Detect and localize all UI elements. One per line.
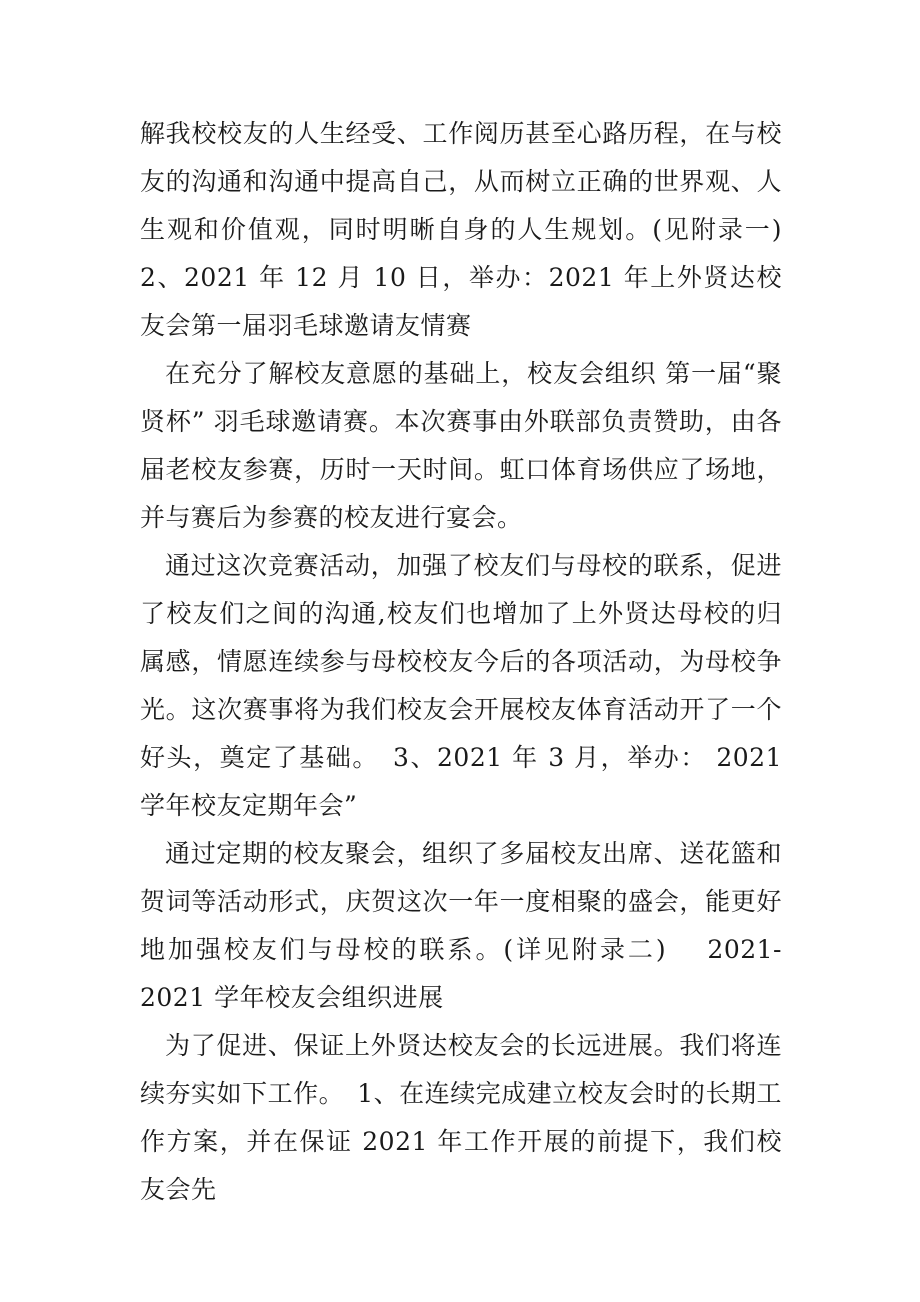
paragraph-5: 为了促进、保证上外贤达校友会的长远进展。我们将连续夯实如下工作。 1、在连续完成建立校友会时的长期工作方案，并在保证 2021 年工作开展的前提下，我们校友会先 [140,1031,782,1204]
paragraph-4: 通过定期的校友聚会，组织了多届校友出席、送花篮和贺词等活动形式，庆贺这次一年一度相聚的盛会，能更好地加强校友们与母校的联系。(详见附录二) 2021-2021 学年校友会组织进展 [140,839,782,1012]
paragraph-1: 解我校校友的人生经受、工作阅历甚至心路历程，在与校友的沟通和沟通中提高自己，从而树立正确的世界观、人生观和价值观，同时明晰自身的人生规划。(见附录一) 2、2021 年 12 月 10 日，举办：2021 年上外贤达校友会第一届羽毛球邀请友情赛 [140,119,816,340]
paragraph-2: 在充分了解校友意愿的基础上，校友会组织 第一届“聚贤杯” 羽毛球邀请赛。本次赛事由外联部负责赞助，由各届老校友参赛，历时一天时间。虹口体育场供应了场地，并与赛后为参赛的校友进行宴会。 [140,359,782,532]
document-body [140,110,816,1214]
paragraph-3: 通过这次竞赛活动，加强了校友们与母校的联系，促进了校友们之间的沟通,校友们也增加了上外贤达母校的归属感，情愿连续参与母校校友今后的各项活动，为母校争光。这次赛事将为我们校友会开展校友体育活动开了一个好头，奠定了基础。 3、2021 年 3 月，举办： 2021 学年校友定期年会” [140,551,782,820]
